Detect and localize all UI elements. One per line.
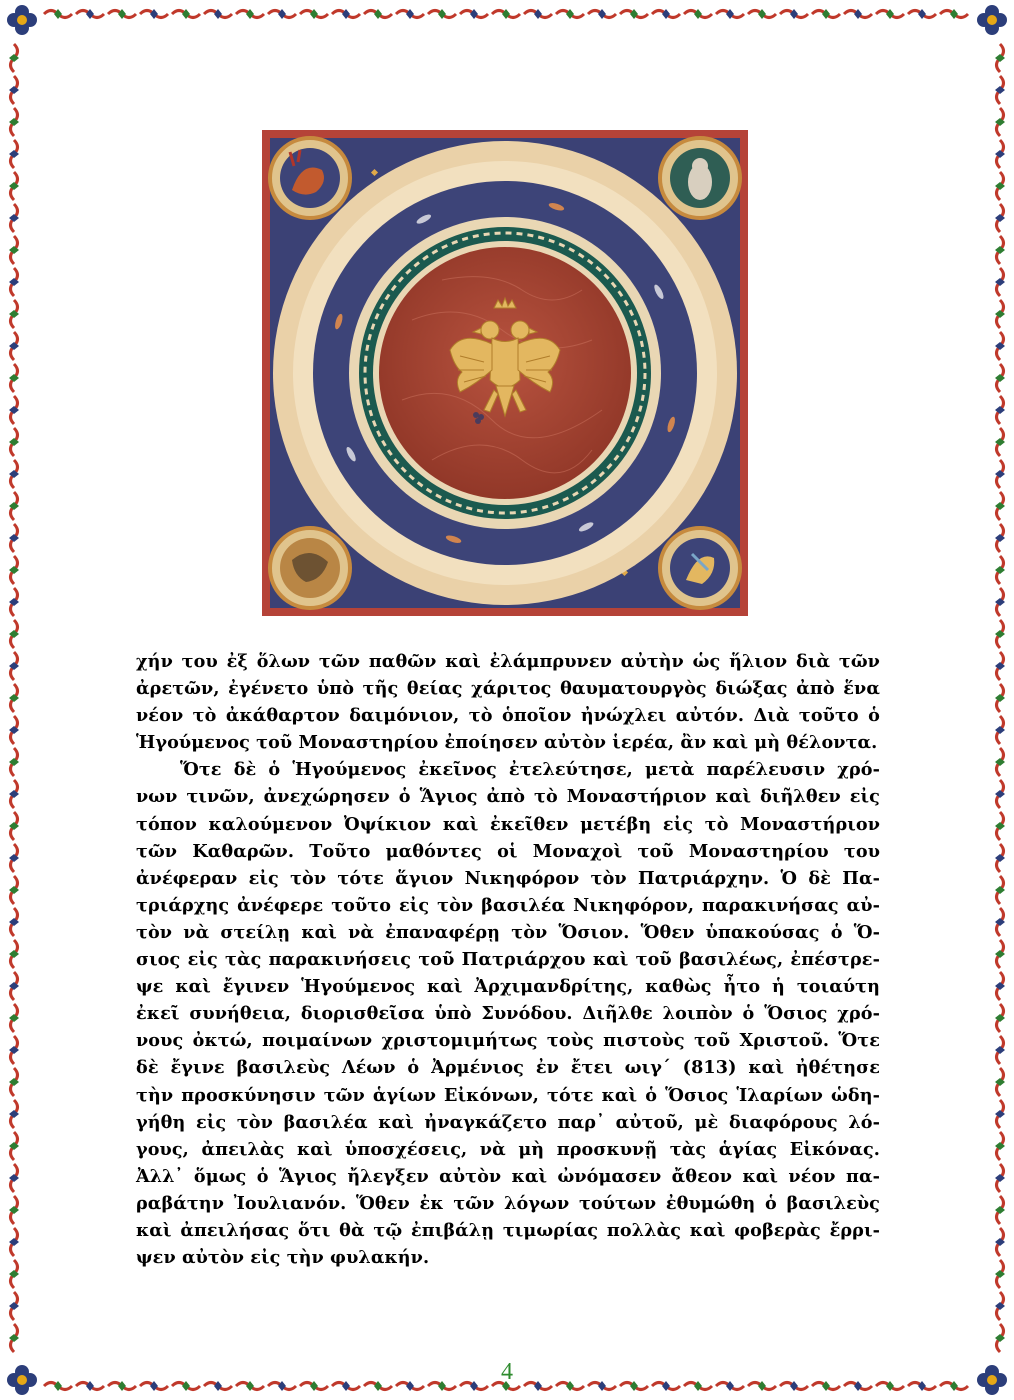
border-ornament	[995, 108, 1005, 136]
text-line: τὴν προσκύνησιν τῶν ἁγίων Εἰκόνων, τότε καὶ ὁ Ὅσιος Ἱλαρίων ὡδη-	[136, 1084, 880, 1106]
border-ornament	[995, 1164, 1005, 1192]
border-ornament	[620, 9, 648, 19]
corner-medallion-top-left	[270, 138, 350, 218]
border-ornament	[9, 524, 19, 552]
border-ornament	[9, 876, 19, 904]
text-line: ἐκεῖ συνήθεια, διορισθεῖσα ὑπὸ Συνόδου. Διῆλθε λοιπὸν ὁ Ὅσιος χρό-	[136, 1003, 880, 1025]
border-ornament	[940, 9, 968, 19]
border-ornament	[995, 1324, 1005, 1352]
text-line: ἀρετῶν, ἐγένετο ὑπὸ τῆς θείας χάριτος θαυματουργὸς διώξας ἀπὸ ἕνα	[136, 678, 880, 700]
text-line: ψεν αὐτὸν εἰς τὴν φυλακήν.	[136, 1247, 430, 1269]
border-ornament	[995, 876, 1005, 904]
border-ornament	[268, 9, 296, 19]
text-line: γήθη εἰς τὸν βασιλέα καὶ ἠναγκάζετο παρ᾽ αὐτοῦ, μὲ διαφόρους λό-	[136, 1111, 880, 1133]
border-ornament	[9, 780, 19, 808]
border-ornament	[9, 652, 19, 680]
border-ornament	[995, 364, 1005, 392]
border-ornament	[9, 1068, 19, 1096]
page-number: 4	[501, 1359, 513, 1385]
text-line: νους ὀκτώ, ποιμαίνων χριστομιμήτως τοὺς πιστοὺς τοῦ Χριστοῦ. Ὅτε	[136, 1030, 880, 1052]
border-ornament	[995, 1228, 1005, 1256]
border-ornament	[9, 1228, 19, 1256]
border-ornament	[995, 492, 1005, 520]
border-ornament	[995, 844, 1005, 872]
border-ornament	[9, 108, 19, 136]
text-line: ἀνέφεραν εἰς τὸν τότε ἅγιον Νικηφόρον τὸν Πατριάρχην. Ὁ δὲ Πα-	[136, 867, 880, 889]
border-ornament	[9, 716, 19, 744]
text-line: Ἀλλ᾽ ὅμως ὁ Ἅγιος ἤλεγξεν αὐτὸν καὶ ὠνόμασεν ἄθεον καὶ νέον πα-	[136, 1165, 880, 1187]
text-line: Ὅτε δὲ ὁ Ἡγούμενος ἐκεῖνος ἐτελεύτησε, μετὰ παρέλευσιν χρό-	[180, 759, 880, 781]
border-ornament	[995, 524, 1005, 552]
border-ornament	[995, 716, 1005, 744]
border-ornament	[995, 1100, 1005, 1128]
border-ornament	[9, 492, 19, 520]
border-ornament	[995, 140, 1005, 168]
border-ornament	[995, 620, 1005, 648]
border-ornament	[140, 9, 168, 19]
border-ornament	[995, 684, 1005, 712]
border-ornament	[995, 1004, 1005, 1032]
border-ornament	[995, 428, 1005, 456]
text-line: δὲ ἔγινε βασιλεὺς Λέων ὁ Ἀρμένιος ἐν ἔτει ωιγ´ (813) καὶ ἠθέτησε	[136, 1057, 880, 1079]
border-ornament	[995, 1196, 1005, 1224]
border-ornament	[332, 9, 360, 19]
border-ornament	[9, 1036, 19, 1064]
border-ornament	[460, 9, 488, 19]
border-ornament	[428, 9, 456, 19]
border-ornament	[588, 9, 616, 19]
border-ornament	[995, 908, 1005, 936]
border-ornament	[9, 556, 19, 584]
text-line: σιος εἰς τὰς παρακινήσεις τοῦ Πατριάρχου καὶ τοῦ βασιλέως, ἐπέστρε-	[136, 949, 880, 971]
border-ornament	[995, 332, 1005, 360]
border-ornament	[556, 9, 584, 19]
border-ornament	[876, 9, 904, 19]
border-ornament	[300, 9, 328, 19]
corner-medallion-bottom-right	[660, 528, 740, 608]
border-ornament	[9, 1324, 19, 1352]
border-ornament	[9, 1292, 19, 1320]
border-ornament	[9, 204, 19, 232]
border-ornament	[812, 9, 840, 19]
border-ornament	[236, 9, 264, 19]
text-line: νέον τὸ ἀκάθαρτον δαιμόνιον, τὸ ὁποῖον ἠνώχλει αὐτόν. Διὰ τοῦτο ὁ	[136, 705, 880, 727]
text-line: νων τινῶν, ἀνεχώρησεν ὁ Ἅγιος ἀπὸ τὸ Μοναστήριον καὶ διῆλθεν εἰς	[136, 786, 880, 808]
border-ornament	[396, 9, 424, 19]
border-ornament	[995, 204, 1005, 232]
border-ornament	[995, 1292, 1005, 1320]
border-ornament	[9, 1260, 19, 1288]
border-ornament	[995, 1260, 1005, 1288]
text-line: καὶ ἀπειλήσας ὅτι θὰ τῷ ἐπιβάλῃ τιμωρίας πολλὰς καὶ φοβερὰς ἔρρι-	[136, 1219, 880, 1241]
text-line: γους, ἀπειλὰς καὶ ὑποσχέσεις, νὰ μὴ προσκυνῇ τὰς ἁγίας Εἰκόνας.	[136, 1138, 880, 1160]
border-ornament	[172, 9, 200, 19]
border-ornament	[9, 300, 19, 328]
border-ornament	[995, 300, 1005, 328]
border-ornament	[9, 812, 19, 840]
border-ornament	[9, 428, 19, 456]
border-ornament	[9, 172, 19, 200]
border-ornament	[995, 172, 1005, 200]
border-ornament	[995, 460, 1005, 488]
text-line: ραβάτην Ἰουλιανόν. Ὅθεν ἐκ τῶν λόγων τούτων ἐθυμώθη ὁ βασιλεὺς	[136, 1192, 880, 1214]
border-ornament	[204, 9, 232, 19]
corner-medallion-bottom-left	[270, 528, 350, 608]
border-ornament	[9, 364, 19, 392]
border-ornament	[9, 1196, 19, 1224]
border-ornament	[995, 236, 1005, 264]
border-ornament	[9, 460, 19, 488]
border-ornament	[9, 588, 19, 616]
border-ornament	[995, 652, 1005, 680]
border-ornament	[9, 1132, 19, 1160]
border-ornament	[995, 44, 1005, 72]
corner-medallion-top-right	[660, 138, 740, 218]
text-line: τόπον καλούμενον Ὀψίκιον καὶ ἐκεῖθεν μετέβη εἰς τὸ Μοναστήριον	[136, 813, 880, 835]
border-ornament	[995, 268, 1005, 296]
border-ornament	[995, 556, 1005, 584]
border-ornament	[652, 9, 680, 19]
corner-rosette	[7, 5, 37, 35]
text-line: χήν του ἐξ ὅλων τῶν παθῶν καὶ ἐλάμπρυνεν αὐτὴν ὡς ἥλιον διὰ τῶν	[136, 651, 880, 672]
border-ornament	[844, 9, 872, 19]
border-ornament	[44, 9, 72, 19]
border-ornament	[995, 940, 1005, 968]
border-ornament	[9, 620, 19, 648]
border-ornament	[9, 332, 19, 360]
border-ornament	[684, 9, 712, 19]
text-line: τριάρχης ἀνέφερε τοῦτο εἰς τὸν βασιλέα Νικηφόρον, παρακινήσας αὐ-	[136, 894, 880, 916]
text-line: τῶν Καθαρῶν. Τοῦτο μαθόντες οἱ Μοναχοὶ τοῦ Μοναστηρίου του	[136, 840, 880, 862]
text-line: τὸν νὰ στείλῃ καὶ νὰ ἐπαναφέρῃ τὸν Ὅσιον. Ὅθεν ὑπακούσας ὁ Ὅ-	[136, 921, 880, 943]
border-ornament	[9, 44, 19, 72]
border-ornament	[364, 9, 392, 19]
border-ornament	[995, 396, 1005, 424]
border-ornament	[995, 1068, 1005, 1096]
border-ornament	[76, 9, 104, 19]
border-ornament	[9, 1164, 19, 1192]
border-ornament	[995, 588, 1005, 616]
mosaic-illustration	[262, 130, 748, 616]
border-ornament	[9, 748, 19, 776]
border-ornament	[995, 1036, 1005, 1064]
border-ornament	[995, 812, 1005, 840]
border-ornament	[9, 844, 19, 872]
border-ornament	[9, 236, 19, 264]
border-ornament	[9, 268, 19, 296]
text-line: ψε καὶ ἔγινεν Ἡγούμενος καὶ Ἀρχιμανδρίτης, καθὼς ἦτο ἡ τοιαύτη	[136, 976, 880, 998]
border-ornament	[492, 9, 520, 19]
border-ornament	[780, 9, 808, 19]
border-ornament	[748, 9, 776, 19]
border-ornament	[995, 780, 1005, 808]
border-ornament	[9, 396, 19, 424]
border-ornament	[9, 1100, 19, 1128]
border-ornament	[995, 972, 1005, 1000]
border-ornament	[9, 940, 19, 968]
border-ornament	[108, 9, 136, 19]
corner-rosette	[977, 5, 1007, 35]
border-ornament	[9, 684, 19, 712]
border-ornament	[995, 748, 1005, 776]
border-ornament	[9, 1004, 19, 1032]
border-ornament	[9, 140, 19, 168]
text-line: Ἡγούμενος τοῦ Μοναστηρίου ἐποίησεν αὐτὸν ἱερέα, ἂν καὶ μὴ θέλοντα.	[136, 732, 878, 754]
body-text	[136, 648, 880, 1271]
border-ornament	[9, 908, 19, 936]
border-ornament	[9, 76, 19, 104]
border-ornament	[908, 9, 936, 19]
border-ornament	[995, 1132, 1005, 1160]
border-ornament	[524, 9, 552, 19]
border-ornament	[9, 972, 19, 1000]
body-paragraph	[136, 648, 880, 1271]
border-ornament	[995, 76, 1005, 104]
border-ornament	[716, 9, 744, 19]
